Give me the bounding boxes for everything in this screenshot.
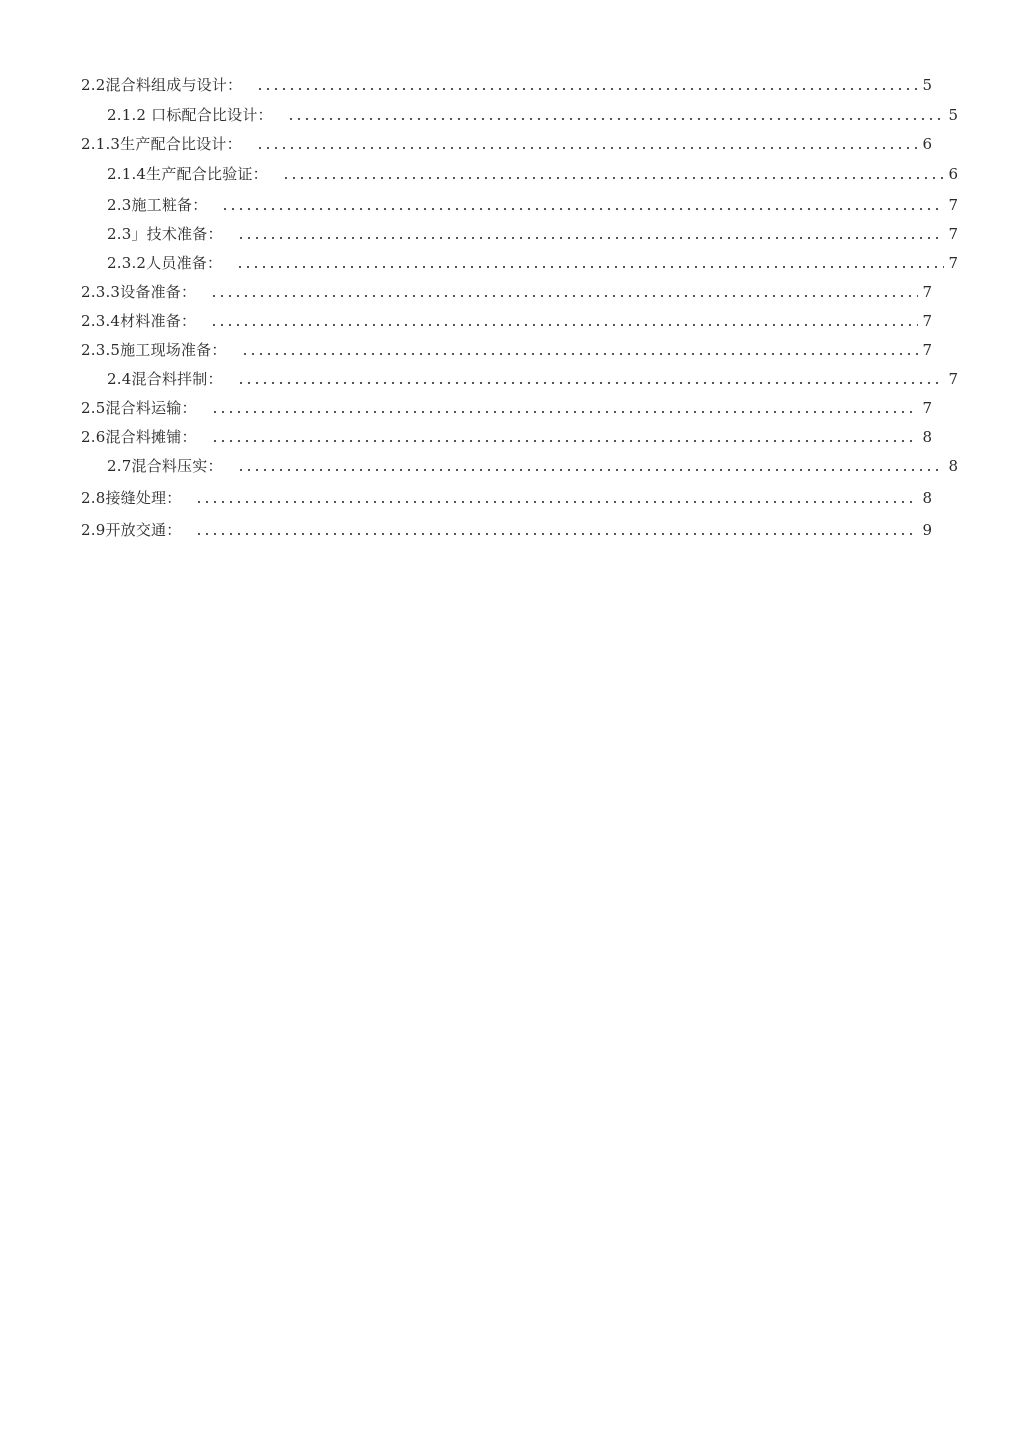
toc-entry[interactable] xyxy=(81,309,932,333)
toc-page-number: 7 xyxy=(922,399,932,417)
toc-dot-leader xyxy=(195,486,918,510)
toc-entry-title: 2.7混合料压实： xyxy=(107,457,223,475)
toc-entry-title: 2.1.2 口标配合比设计： xyxy=(107,106,273,124)
toc-page-number: 5 xyxy=(922,76,932,94)
toc-entry-title: 2.3」技术准备： xyxy=(107,225,223,243)
toc-dot-leader xyxy=(211,425,918,449)
toc-page-number: 8 xyxy=(922,489,932,507)
toc-page-number: 9 xyxy=(922,521,932,539)
toc-page-number: 7 xyxy=(922,312,932,330)
toc-page-number: 7 xyxy=(948,370,958,388)
toc-entry[interactable] xyxy=(81,338,932,362)
toc-entry[interactable] xyxy=(81,73,932,97)
toc-page-number: 5 xyxy=(948,106,958,124)
toc-page-number: 8 xyxy=(922,428,932,446)
toc-entry[interactable] xyxy=(107,367,958,391)
toc-dot-leader xyxy=(195,518,918,542)
toc-dot-leader xyxy=(237,367,944,391)
toc-dot-leader xyxy=(211,396,918,420)
toc-entry-title: 2.9开放交通： xyxy=(81,521,182,539)
toc-page-number: 7 xyxy=(922,341,932,359)
toc-page-number: 7 xyxy=(948,196,958,214)
toc-entry-title: 2.5混合料运输： xyxy=(81,399,197,417)
toc-entry[interactable] xyxy=(81,132,932,156)
toc-page-number: 7 xyxy=(948,225,958,243)
toc-entry-title: 2.3.4材料准备： xyxy=(81,312,197,330)
toc-entry[interactable] xyxy=(81,425,932,449)
toc-entry[interactable] xyxy=(107,103,958,127)
toc-entry[interactable] xyxy=(81,518,932,542)
toc-entry-title: 2.2混合料组成与设计： xyxy=(81,76,243,94)
toc-entry-title: 2.1.3生产配合比设计： xyxy=(81,135,242,153)
toc-entry-title: 2.8接缝处理： xyxy=(81,489,182,507)
toc-entry-title: 2.3.5施工现场准备： xyxy=(81,341,227,359)
toc-dot-leader xyxy=(256,73,918,97)
toc-entry[interactable] xyxy=(107,193,958,217)
toc-entry-title: 2.4混合料拌制： xyxy=(107,370,223,388)
toc-entry-title: 2.1.4生产配合比验证： xyxy=(107,165,268,183)
toc-entry[interactable] xyxy=(81,486,932,510)
toc-dot-leader xyxy=(237,454,944,478)
toc-page-number: 8 xyxy=(948,457,958,475)
toc-entry-title: 2.3.2人员准备： xyxy=(107,254,223,272)
toc-dot-leader xyxy=(282,162,944,186)
toc-page-number: 6 xyxy=(922,135,932,153)
toc-dot-leader xyxy=(221,193,944,217)
toc-entry[interactable] xyxy=(81,280,932,304)
toc-dot-leader xyxy=(256,132,918,156)
toc-dot-leader xyxy=(287,103,944,127)
toc-dot-leader xyxy=(237,222,944,246)
toc-entry-title: 2.6混合料摊铺： xyxy=(81,428,197,446)
toc-dot-leader xyxy=(241,338,918,362)
toc-entry[interactable] xyxy=(107,162,958,186)
toc-entry[interactable] xyxy=(107,222,958,246)
toc-entry-title: 2.3.3设备准备： xyxy=(81,283,197,301)
toc-entry-title: 2.3施工粧备： xyxy=(107,196,208,214)
toc-entry[interactable] xyxy=(81,396,932,420)
toc-dot-leader xyxy=(210,309,918,333)
toc-page-number: 7 xyxy=(922,283,932,301)
toc-page-number: 7 xyxy=(948,254,958,272)
toc-dot-leader xyxy=(236,251,944,275)
toc-entry[interactable] xyxy=(107,251,958,275)
toc-dot-leader xyxy=(210,280,918,304)
toc-page-number: 6 xyxy=(948,165,958,183)
toc-entry[interactable] xyxy=(107,454,958,478)
